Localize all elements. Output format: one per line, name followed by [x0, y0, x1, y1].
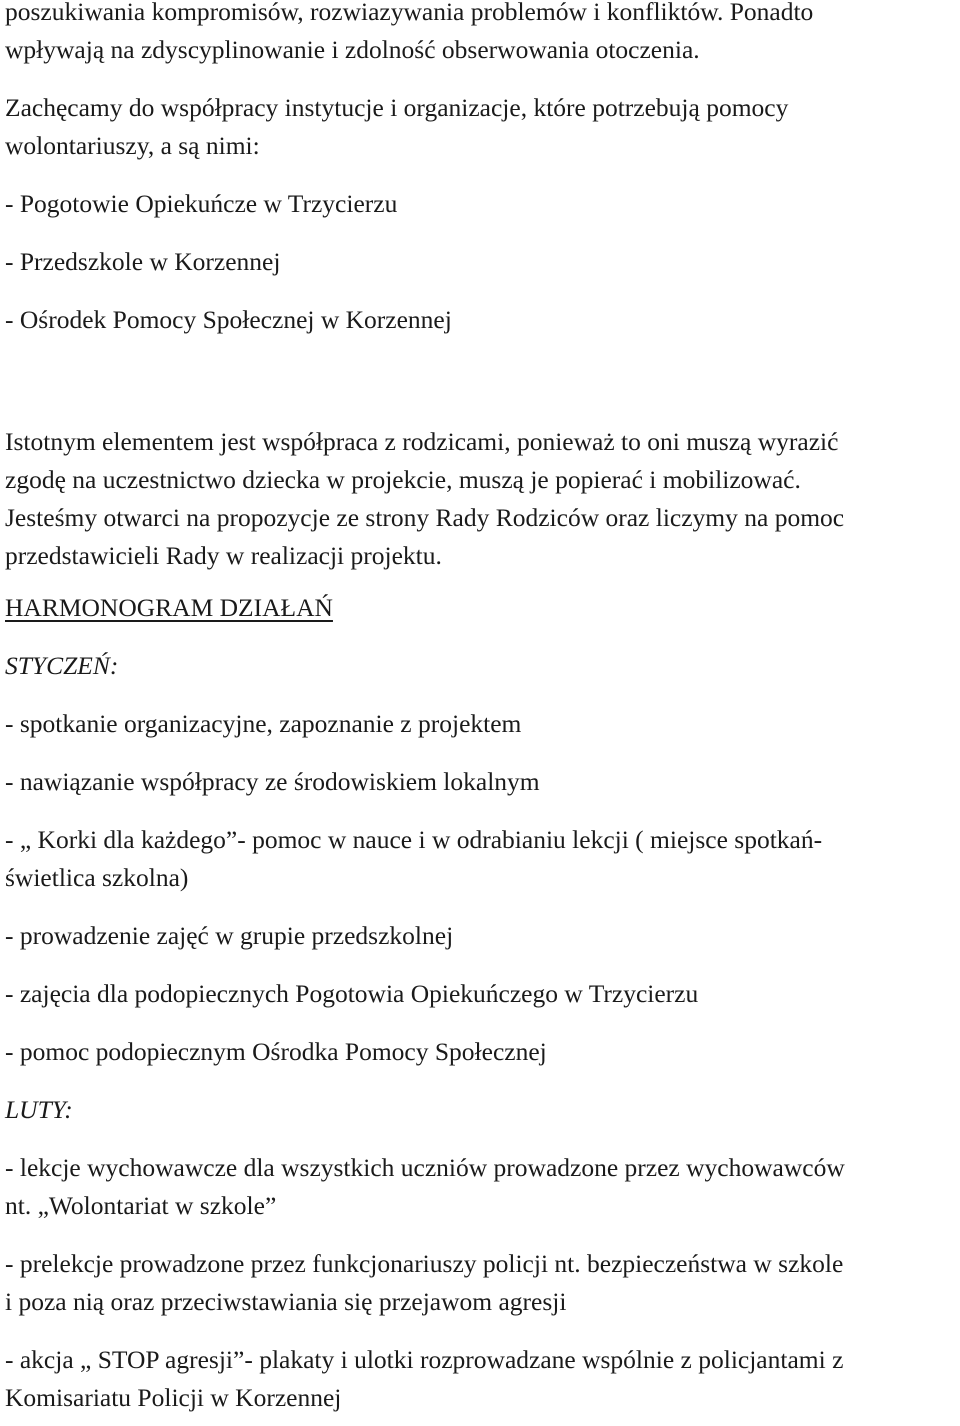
schedule-heading: HARMONOGRAM DZIAŁAŃ — [5, 593, 333, 622]
intro-line-1: poszukiwania kompromisów, rozwiazywania problemów i konfliktów. Ponadto — [5, 0, 814, 26]
january-item: - zajęcia dla podopiecznych Pogotowia Opiekuńczego w Trzycierzu — [5, 979, 699, 1008]
february-item: - lekcje wychowawcze dla wszystkich uczniów prowadzone przez wychowawców — [5, 1153, 845, 1182]
february-item-continuation: Komisariatu Policji w Korzennej — [5, 1383, 342, 1412]
january-item: - „ Korki dla każdego”- pomoc w nauce i w odrabianiu lekcji ( miejsce spotkań- — [5, 825, 823, 854]
institution-item: - Pogotowie Opiekuńcze w Trzycierzu — [5, 189, 398, 218]
february-item: - akcja „ STOP agresji”- plakaty i ulotki rozprowadzane wspólnie z policjantami z — [5, 1345, 844, 1374]
february-item-continuation: nt. „Wolontariat w szkole” — [5, 1191, 277, 1220]
february-item-continuation: i poza nią oraz przeciwstawiania się przejawom agresji — [5, 1287, 567, 1316]
parents-line-2: zgodę na uczestnictwo dziecka w projekcie, muszą je popierać i mobilizować. — [5, 465, 801, 494]
month-label-february: LUTY: — [5, 1095, 73, 1124]
january-item: - spotkanie organizacyjne, zapoznanie z projektem — [5, 709, 522, 738]
cooperation-line-1: Zachęcamy do współpracy instytucje i organizacje, które potrzebują pomocy — [5, 93, 789, 122]
institution-item: - Ośrodek Pomocy Społecznej w Korzennej — [5, 305, 452, 334]
intro-line-2: wpływają na zdyscyplinowanie i zdolność obserwowania otoczenia. — [5, 35, 700, 64]
january-item: - prowadzenie zajęć w grupie przedszkolnej — [5, 921, 454, 950]
document-page — [5, 0, 960, 1417]
parents-line-1: Istotnym elementem jest współpraca z rodzicami, ponieważ to oni muszą wyrazić — [5, 427, 839, 456]
cooperation-line-2: wolontariuszy, a są nimi: — [5, 131, 260, 160]
parents-line-3: Jesteśmy otwarci na propozycje ze strony Rady Rodziców oraz liczymy na pomoc — [5, 503, 845, 532]
january-item: - pomoc podopiecznym Ośrodka Pomocy Społecznej — [5, 1037, 547, 1066]
month-label-january: STYCZEŃ: — [5, 651, 119, 680]
january-item: - nawiązanie współpracy ze środowiskiem lokalnym — [5, 767, 540, 796]
institution-item: - Przedszkole w Korzennej — [5, 247, 281, 276]
january-item-continuation: świetlica szkolna) — [5, 863, 189, 892]
parents-line-4: przedstawicieli Rady w realizacji projektu. — [5, 541, 442, 570]
february-item: - prelekcje prowadzone przez funkcjonariuszy policji nt. bezpieczeństwa w szkole — [5, 1249, 844, 1278]
